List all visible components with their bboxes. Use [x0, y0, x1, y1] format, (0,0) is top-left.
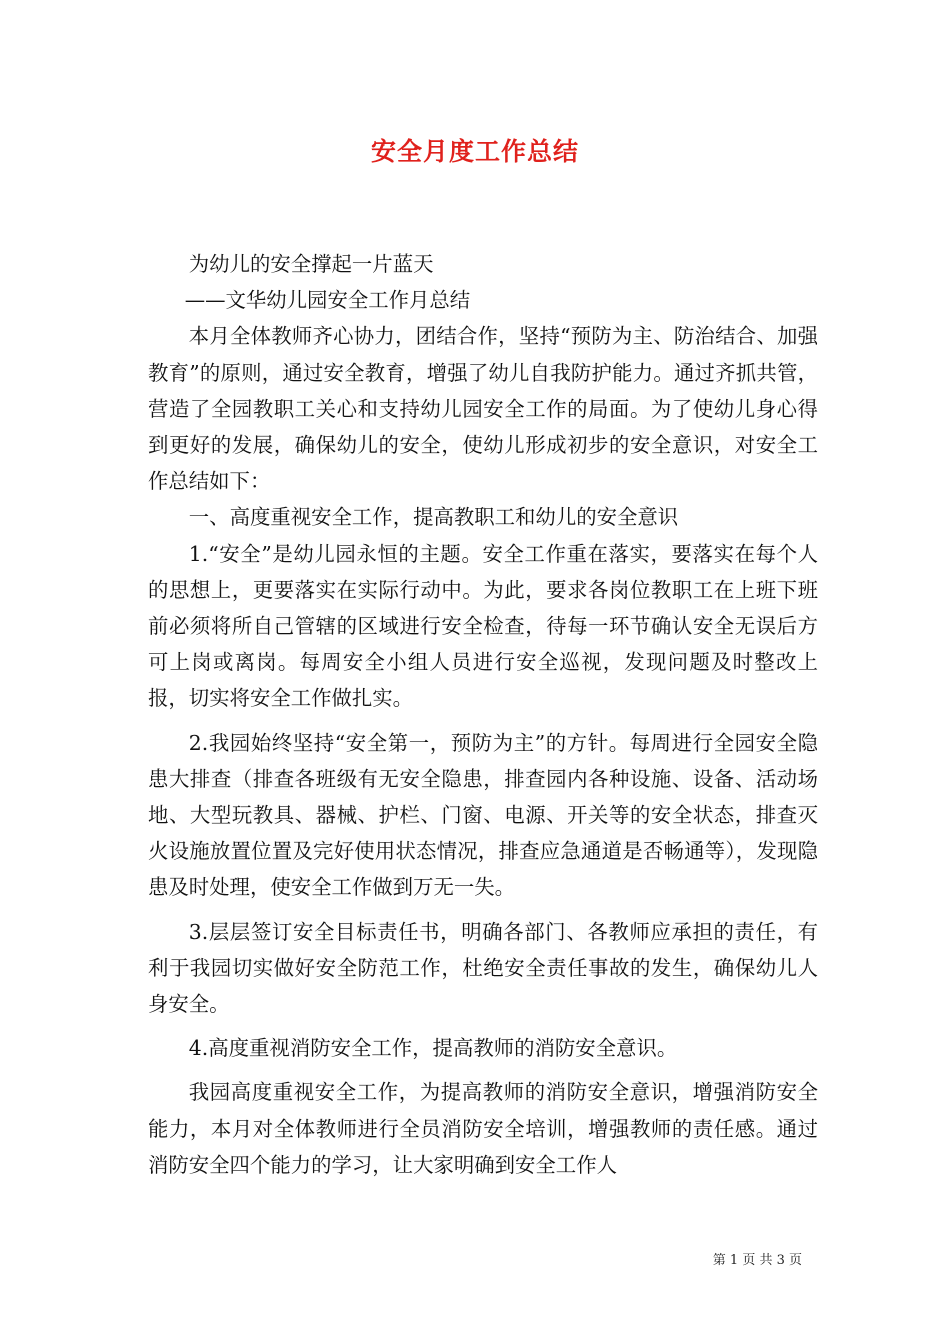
paragraph-item-1: 1.“安全”是幼儿园永恒的主题。安全工作重在落实，要落实在每个人的思想上，更要落实在实际行动中。为此，要求各岗位教职工在上班下班前必须将所自己管辖的区域进行安全检查，待每一环节确认安全无误后方可上岗或离岗。每周安全小组人员进行安全巡视，发现问题及时整改上报，切实将安全工作做扎实。 — [148, 541, 818, 711]
document-body — [148, 246, 818, 1183]
subtitle: 为幼儿的安全撑起一片蓝天 — [188, 252, 434, 276]
paragraph-item-4: 4.高度重视消防安全工作，提高教师的消防安全意识。 — [188, 1036, 678, 1061]
subtitle-byline: ——文华幼儿园安全工作月总结 — [184, 288, 471, 313]
page-title: 安全月度工作总结 — [370, 137, 579, 166]
page-number: 第 1 页 共 3 页 — [712, 1253, 802, 1268]
intro-paragraph: 本月全体教师齐心协力，团结合作，坚持“预防为主、防治结合、加强教育”的原则，通过安全教育，增强了幼儿自我防护能力。通过齐抓共管，营造了全园教职工关心和支持幼儿园安全工作的局面。为了使幼儿身心得到更好的发展，确保幼儿的安全，使幼儿形成初步的安全意识，对安全工作总结如下： — [148, 324, 818, 494]
paragraph-fire-safety: 我园高度重视安全工作，为提高教师的消防安全意识，增强消防安全能力，本月对全体教师进行全员消防安全培训，增强教师的责任感。通过消防安全四个能力的学习，让大家明确到安全工作人 — [148, 1080, 818, 1177]
paragraph-item-2: 2.我园始终坚持“安全第一，预防为主”的方针。每周进行全园安全隐患大排查（排查各班级有无安全隐患，排查园内各种设施、设备、活动场地、大型玩教具、器械、护栏、门窗、电源、开关等的安全状态，排查灭火设施放置位置及完好使用状态情况，排查应急通道是否畅通等），发现隐患及时处理，使安全工作做到万无一失。 — [148, 730, 818, 900]
paragraph-item-3: 3.层层签订安全目标责任书，明确各部门、各教师应承担的责任，有利于我园切实做好安全防范工作，杜绝安全责任事故的发生，确保幼儿人身安全。 — [148, 919, 818, 1017]
section-heading: 一、高度重视安全工作，提高教职工和幼儿的安全意识 — [188, 505, 679, 530]
